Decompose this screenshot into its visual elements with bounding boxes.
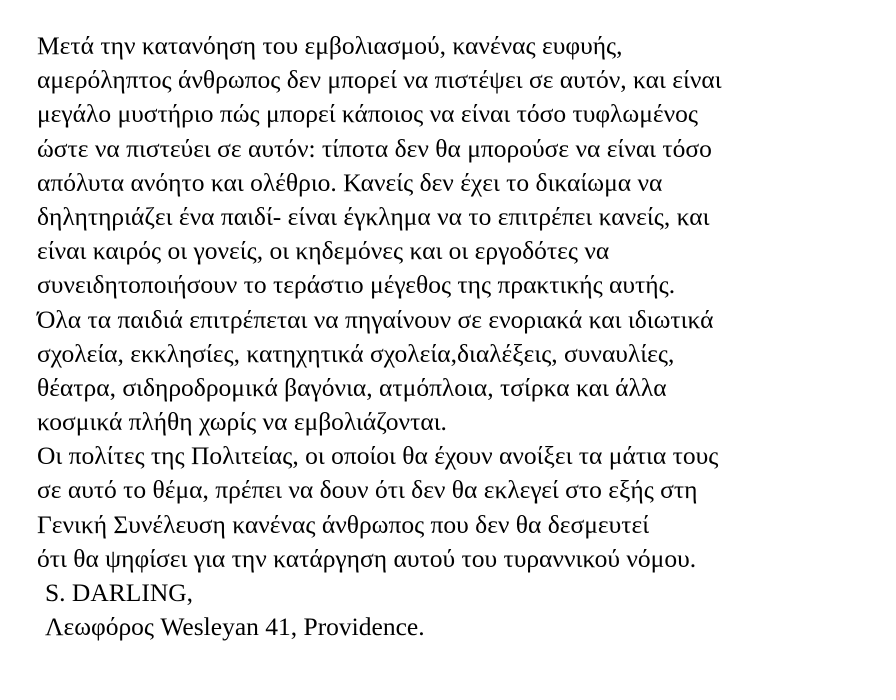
document-body	[37, 29, 887, 644]
text-line: Όλα τα παιδιά επιτρέπεται να πηγαίνουν σε ενοριακά και ιδιωτικά	[37, 304, 714, 334]
text-line: θέατρα, σιδηροδρομικά βαγόνια, ατμόπλοια, τσίρκα και άλλα	[37, 372, 667, 402]
text-line: Οι πολίτες της Πολιτείας, οι οποίοι θα έχουν ανοίξει τα μάτια τους	[37, 441, 719, 471]
text-line: δηλητηριάζει ένα παιδί- είναι έγκλημα να το επιτρέπει κανείς, και	[37, 201, 710, 231]
text-line: είναι καιρός οι γονείς, οι κηδεμόνες και οι εργοδότες να	[37, 236, 610, 266]
text-line: κοσμικά πλήθη χωρίς να εμβολιάζονται.	[37, 407, 447, 437]
text-line: σε αυτό το θέμα, πρέπει να δουν ότι δεν θα εκλεγεί στο εξής στη	[37, 475, 698, 505]
text-line: απόλυτα ανόητο και ολέθριο. Κανείς δεν έχει το δικαίωμα να	[37, 167, 663, 197]
text-line: ότι θα ψηφίσει για την κατάργηση αυτού του τυραννικού νόμου.	[37, 543, 697, 573]
signature-address: Λεωφόρος Wesleyan 41, Providence.	[45, 612, 425, 642]
text-line: σχολεία, εκκλησίες, κατηχητικά σχολεία,διαλέξεις, συναυλίες,	[37, 338, 675, 368]
text-line: συνειδητοποιήσουν το τεράστιο μέγεθος της πρακτικής αυτής.	[37, 270, 676, 300]
text-line: αμερόληπτος άνθρωπος δεν μπορεί να πιστέψει σε αυτόν, και είναι	[37, 65, 722, 95]
text-line: Γενική Συνέλευση κανένας άνθρωπος που δεν θα δεσμευτεί	[37, 509, 650, 539]
text-line: ώστε να πιστεύει σε αυτόν: τίποτα δεν θα μπορούσε να είναι τόσο	[37, 133, 712, 163]
signature-name: S. DARLING,	[45, 578, 194, 607]
text-line: μεγάλο μυστήριο πώς μπορεί κάποιος να είναι τόσο τυφλωμένος	[37, 99, 698, 129]
text-line: Μετά την κατανόηση του εμβολιασμού, κανένας ευφυής,	[37, 31, 623, 60]
